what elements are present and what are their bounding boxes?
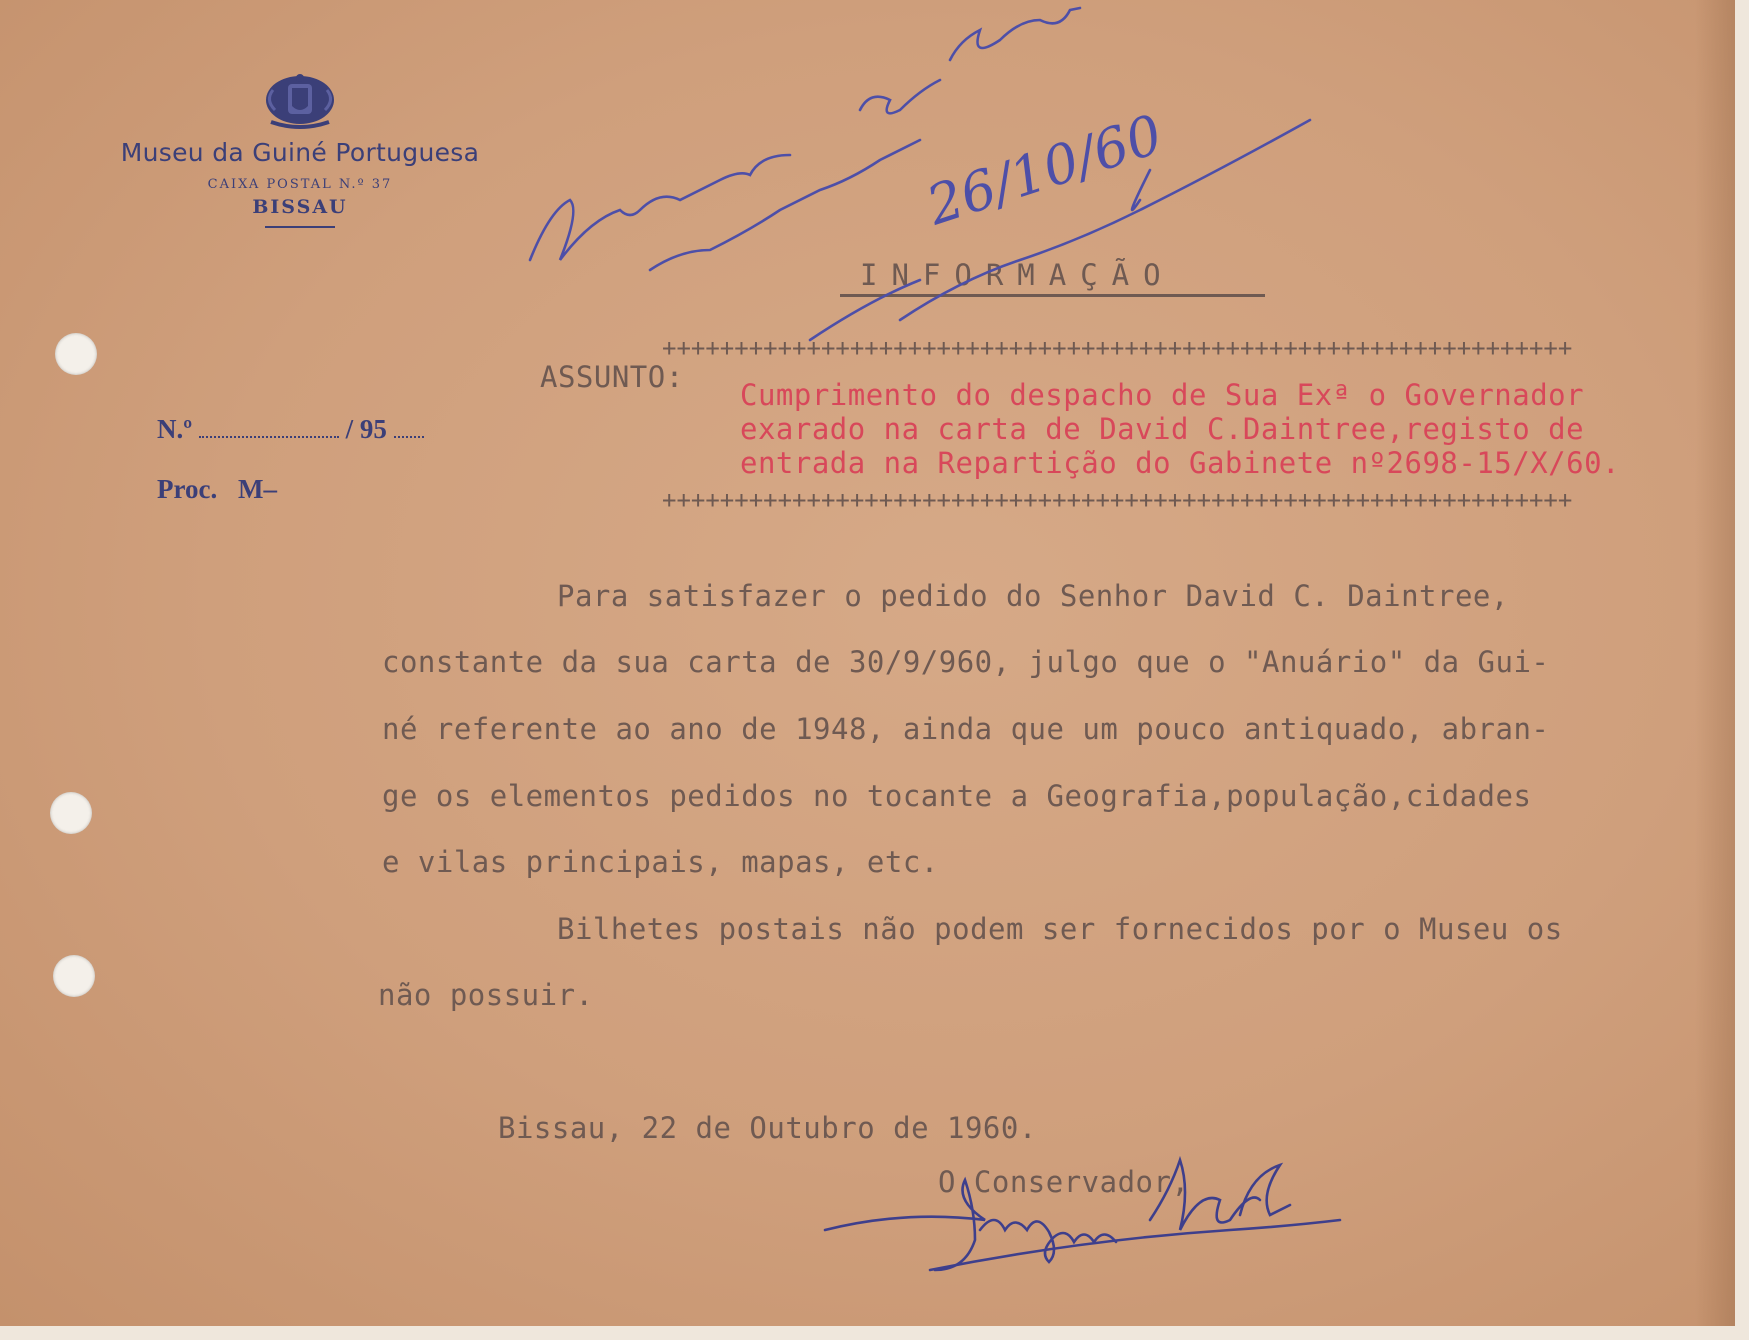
body-line: Bilhetes postais não podem ser fornecidos por o Museu os (557, 912, 1563, 946)
handwritten-date: 26/10/60 (919, 102, 1170, 238)
body-line: Para satisfazer o pedido do Senhor David C. Daintree, (557, 579, 1509, 613)
body-line: não possuir. (378, 978, 594, 1012)
body-line: ge os elementos pedidos no tocante a Geografia,população,cidades (382, 779, 1532, 813)
subject-line: entrada na Repartição do Gabinete nº2698-15/X/60. (740, 446, 1621, 480)
place-date: Bissau, 22 de Outubro de 1960. (498, 1111, 1037, 1145)
signoff: O Conservador, (938, 1165, 1190, 1199)
body-line: constante da sua carta de 30/9/960, julgo que o "Anuário" da Gui- (382, 645, 1550, 679)
separator-top: +++++++++++++++++++++++++++++++++++++++++++++++++++++++++++++++ (662, 334, 1573, 362)
number-suffix: / 95 (345, 414, 387, 444)
organization-name: Museu da Guiné Portuguesa (120, 138, 480, 167)
subject-label: ASSUNTO: (540, 360, 684, 394)
body-line: né referente ao ano de 1948, ainda que um pouco antiquado, abran- (382, 712, 1550, 746)
proc-label: Proc. (157, 474, 218, 504)
city: BISSAU (252, 196, 348, 218)
postal-box: CAIXA POSTAL N.º 37 (207, 177, 393, 192)
subject-line: Cumprimento do despacho de Sua Exª o Governador (740, 378, 1585, 412)
document-title: INFORMAÇÃO (860, 258, 1175, 292)
separator-bottom: +++++++++++++++++++++++++++++++++++++++++++++++++++++++++++++++ (662, 486, 1573, 514)
body-line: e vilas principais, mapas, etc. (382, 845, 939, 879)
proc-value: M– (237, 474, 277, 504)
number-label: N.º (157, 414, 193, 444)
subject-line: exarado na carta de David C.Daintree,registo de (740, 412, 1585, 446)
